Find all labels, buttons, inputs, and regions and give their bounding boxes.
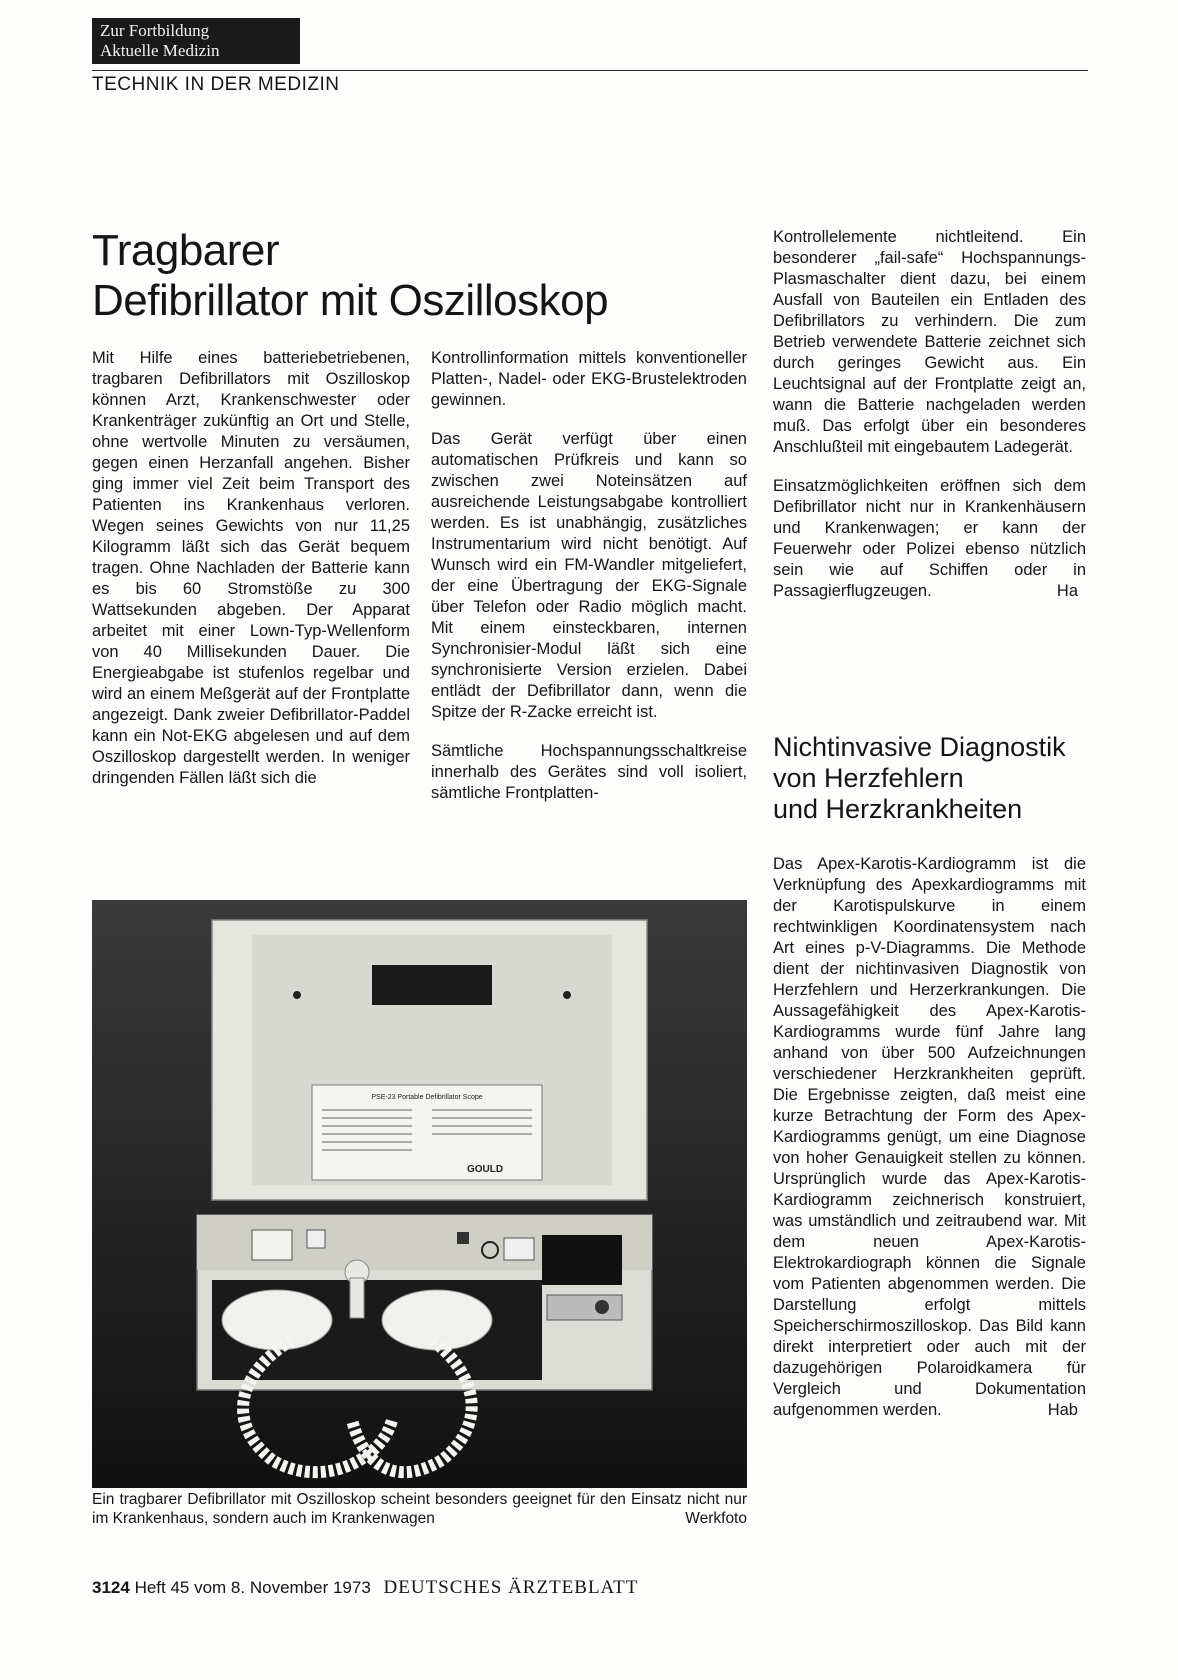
author-signature: Ha (1056, 582, 1078, 600)
paragraph (773, 854, 1086, 1421)
column-1 (92, 348, 410, 807)
article-2-title (773, 732, 1066, 825)
article-2-title-line-2: von Herzfehlern (773, 763, 964, 793)
section-heading: TECHNIK IN DER MEDIZIN (92, 74, 340, 95)
paragraph (773, 476, 1086, 602)
photo-caption (92, 1490, 747, 1528)
article-title-line-2: Defibrillator mit Oszilloskop (92, 276, 609, 325)
article-2-title-line-1: Nichtinvasive Diagnostik (773, 732, 1066, 762)
paragraph-text: Einsatzmöglichkeiten eröffnen sich dem Defibrillator nicht nur in Krankenhäusern und Krankenwagen; er kann der Feuerwehr oder Polizei ebenso nützlich sein wie auf Schiffen oder in Passagierflugzeugen. (773, 477, 1086, 600)
journal-name: DEUTSCHES ÄRZTEBLATT (383, 1577, 639, 1598)
kicker-line-2: Aktuelle Medizin (100, 41, 220, 60)
paragraph: Kontrollelemente nichtleitend. Ein besonderer „fail-safe“ Hochspannungs-Plasmaschalter dient dazu, bei einem Ausfall von Bauteilen ein Entladen des Defibrillators zu verhindern. Die zum Betrieb verwendete Batterie zeichnet sich durch geringes Gewicht aus. Ein Leuchtsignal auf der Frontplatte zeigt an, wann die Batterie nachgeladen werden muß. Das erfolgt über ein besonderes Anschlußteil mit eingebautem Ladegerät. (773, 228, 1086, 456)
article-title (92, 226, 608, 326)
paragraph: Kontrollinformation mittels konventioneller Platten-, Nadel- oder EKG-Brustelektroden gewinnen. (431, 349, 747, 409)
issue-info: Heft 45 vom 8. November 1973 (134, 1578, 371, 1597)
article-2-body (773, 854, 1086, 1439)
kicker-line-1: Zur Fortbildung (100, 21, 210, 40)
photo-credit: Werkfoto (685, 1510, 747, 1527)
paragraph: Das Gerät verfügt über einen automatischen Prüfkreis und kann so zwischen zwei Noteinsätzen auf ausreichende Leistungsabgabe kontrolliert werden. Es ist unabhängig, zusätzliches Instrumentarium wird nicht benötigt. Auf Wunsch wird ein FM-Wandler mitgeliefert, der eine Übertragung der EKG-Signale über Telefon oder Radio möglich macht. Mit einem einsteckbaren, internen Synchronisier-Modul läßt sich eine synchronisierte Version erzielen. Dabei entlädt der Defibrillator dann, wenn die Spitze der R-Zacke erreicht ist. (431, 430, 747, 721)
page-number: 3124 (92, 1578, 130, 1597)
page-footer (92, 1577, 638, 1599)
header-rule (92, 70, 1088, 71)
column-2 (431, 348, 747, 822)
device-brand: GOULD (467, 1164, 504, 1175)
caption-text: Ein tragbarer Defibrillator mit Oszilloskop scheint besonders geeignet für den Einsatz nicht nur im Krankenhaus, sondern auch im Krankenwagen (92, 1491, 747, 1527)
paragraph: Sämtliche Hochspannungsschaltkreise innerhalb des Gerätes sind voll isoliert, sämtliche Frontplatten- (431, 742, 747, 802)
article-2-title-line-3: und Herzkrankheiten (773, 794, 1023, 824)
paragraph-text: Das Apex-Karotis-Kardiogramm ist die Verknüpfung des Apexkardiogramms mit der Karotispulskurve in einem rechtwinkligen Koordinatensystem nach Art eines p-V-Diagramms. Die Methode dient der nichtinvasiven Diagnostik von Herzfehlern und Herzerkrankungen. Die Aussagefähigkeit des Apex-Karotis-Kardiogramms wurde fünf Jahre lang anhand von über 500 Aufzeichnungen verschiedener Herzkrankheiten geprüft. Die Ergebnisse zeigten, daß meist eine kurze Betrachtung der Form des Apex-Kardiogramms genügt, um eine Diagnose von hoher Genauigkeit stellen zu können. Ursprünglich wurde das Apex-Karotis-Kardiogramm zeichnerisch konstruiert, was umständlich und zeitraubend war. Mit dem neuen Apex-Karotis-Elektrokardiograph können die Signale vom Patienten abgenommen werden. Die Darstellung erfolgt mittels Speicherschirmoszilloskop. Das Bild kann direkt interpretiert oder auch mit der dazugehörigen Polaroidkamera für Vergleich und Dokumentation aufgenommen werden. (773, 855, 1086, 1419)
column-3 (773, 227, 1086, 620)
kicker-box (92, 18, 300, 64)
defibrillator-photo (92, 900, 747, 1488)
paragraph: Mit Hilfe eines batteriebetriebenen, tragbaren Defibrillators mit Oszilloskop können Arzt, Krankenschwester oder Krankenträger zukünftig an Ort und Stelle, ohne wertvolle Minuten zu versäumen, gegen einen Herzanfall angehen. Bisher ging immer viel Zeit beim Transport des Patienten ins Krankenhaus verloren. Wegen seines Gewichts von nur 11,25 Kilogramm läßt sich das Gerät bequem tragen. Ohne Nachladen der Batterie kann es bis 60 Stromstöße zu 300 Wattsekunden abgeben. Der Apparat arbeitet mit einer Lown-Typ-Wellenform von 40 Millisekunden Dauer. Die Energieabgabe ist stufenlos regelbar und wird an einem Meßgerät auf der Frontplatte angezeigt. Dank zweier Defibrillator-Paddel kann ein Not-EKG abgelesen und auf dem Oszilloskop dargestellt werden. In weniger dringenden Fällen läßt sich die (92, 349, 410, 787)
article-title-line-1: Tragbarer (92, 226, 280, 275)
device-label: PSE-23 Portable Defibrillator Scope (371, 1094, 483, 1101)
author-signature: Hab (1047, 1401, 1078, 1419)
